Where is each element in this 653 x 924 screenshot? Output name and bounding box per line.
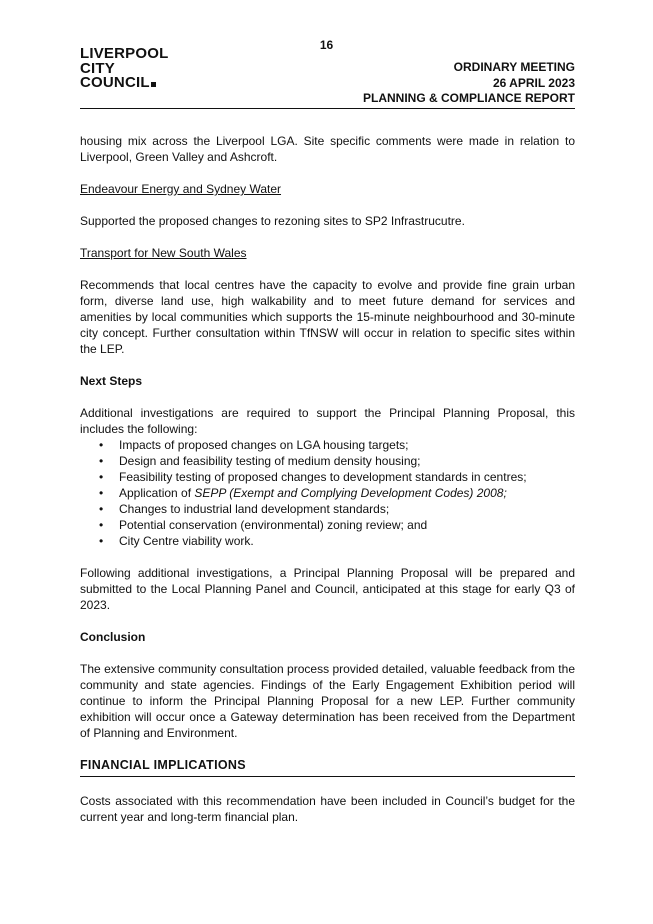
conclusion-heading: Conclusion — [80, 630, 146, 644]
list-item: • Potential conservation (environmental) zoning review; and — [80, 517, 575, 533]
meeting-info — [454, 59, 575, 91]
next-steps-intro: Additional investigations are required to support the Principal Planning Proposal, this includes the following: — [80, 406, 575, 436]
logo-line-1: LIVERPOOL — [80, 45, 169, 62]
conclusion-text: The extensive community consultation process provided detailed, valuable feedback from the community and state agencies. Findings of the Early Engagement Exhibition period will continue to inform the Principal Planning Proposal for a new LEP. Further community exhibition will occur once a Gateway determination has been received from the Department of Planning and Environment. — [80, 662, 575, 740]
page-number: 16 — [319, 38, 334, 52]
report-title: PLANNING & COMPLIANCE REPORT — [80, 90, 575, 109]
list-item: • Design and feasibility testing of medium density housing; — [80, 453, 575, 469]
tfnsw-heading: Transport for New South Wales — [80, 246, 247, 260]
list-item-italic: SEPP (Exempt and Complying Development Codes) 2008; — [194, 486, 507, 500]
list-item: • Changes to industrial land development standards; — [80, 501, 575, 517]
council-logo — [80, 47, 168, 91]
document-body — [80, 133, 575, 825]
next-steps-list — [80, 437, 575, 549]
intro-paragraph: housing mix across the Liverpool LGA. Site specific comments were made in relation to Liverpool, Green Valley and Ashcroft. — [80, 134, 575, 164]
list-item-prefix: Application of — [119, 486, 195, 500]
tfnsw-text: Recommends that local centres have the capacity to evolve and provide fine grain urban form, diverse land use, high walkability and to meet future demand for services and amenities by local communities which supports the 15-minute neighbourhood and 30-minute city concept. Further consultation within TfNSW will occur in relation to specific sites within the LEP. — [80, 278, 575, 356]
logo-line-3: COUNCIL — [80, 74, 150, 91]
financial-implications-heading: FINANCIAL IMPLICATIONS — [80, 757, 575, 777]
list-item: • Feasibility testing of proposed changes to development standards in centres; — [80, 469, 575, 485]
meeting-date: 26 APRIL 2023 — [492, 76, 575, 90]
endeavour-heading: Endeavour Energy and Sydney Water — [80, 182, 282, 196]
list-item: • City Centre viability work. — [80, 533, 575, 549]
list-item: • Impacts of proposed changes on LGA housing targets; — [80, 437, 575, 453]
financial-text: Costs associated with this recommendation have been included in Council’s budget for the current year and long-term financial plan. — [80, 794, 575, 824]
next-steps-heading: Next Steps — [80, 374, 143, 388]
endeavour-text: Supported the proposed changes to rezoning sites to SP2 Infrastrucutre. — [80, 214, 465, 228]
list-item — [80, 485, 575, 501]
meeting-type: ORDINARY MEETING — [453, 60, 575, 74]
following-paragraph: Following additional investigations, a Principal Planning Proposal will be prepared and submitted to the Local Planning Panel and Council, anticipated at this stage for early Q3 of 2023. — [80, 566, 575, 612]
logo-line-2: CITY — [80, 59, 115, 77]
logo-dot-icon — [151, 82, 156, 87]
